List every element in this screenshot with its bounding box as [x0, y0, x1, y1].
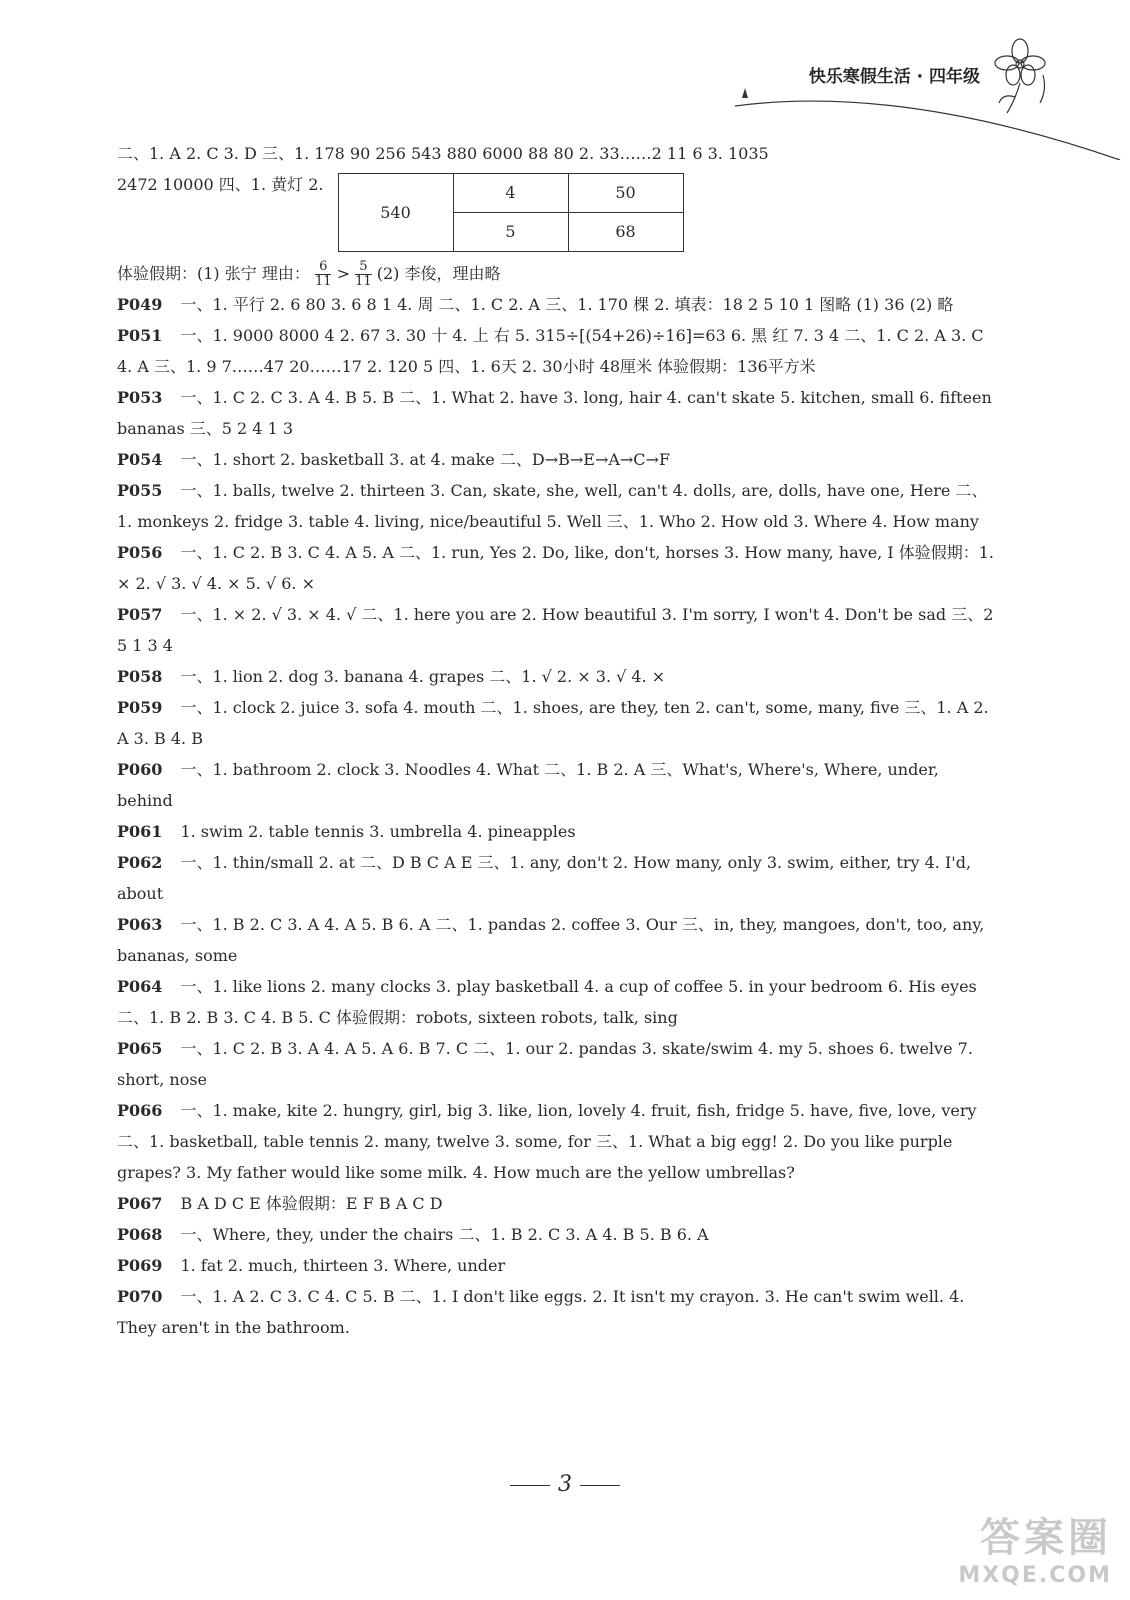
fraction-2-numerator: 5	[355, 260, 372, 275]
answer-entry-p058	[117, 661, 997, 692]
page-label: P060	[117, 760, 163, 779]
answer-text: 一、1. balls, twelve 2. thirteen 3. Can, skate, she, well, can't 4. dolls, are, dolls, have one, Here 二、1. monkeys 2. fridge 3. table 4. living, nice/beautiful 5. Well 三、1. Who 2. How old 3. Where 4. How many	[117, 481, 988, 531]
page-label: P068	[117, 1225, 163, 1244]
answer-entry-p063	[117, 909, 997, 971]
answer-text: 一、1. short 2. basketball 3. at 4. make 二、D→B→E→A→C→F	[180, 450, 671, 469]
answer-entry-p060	[117, 754, 997, 816]
page-label: P063	[117, 915, 163, 934]
table-cell-r1c2: 4	[453, 174, 568, 213]
answer-text: 一、1. 9000 8000 4 2. 67 3. 30 十 4. 上 右 5. 315÷[(54+26)÷16]=63 6. 黑 红 7. 3 4 二、1. C 2. A 3. C 4. A 三、1. 9 7……47 20……17 2. 120 5 四、1. 6天 2. 30小时 48厘米 体验假期：136平方米	[117, 326, 984, 376]
page-label: P064	[117, 977, 163, 996]
answer-entry-p054	[117, 444, 997, 475]
page-label: P055	[117, 481, 163, 500]
answer-text: 一、1. thin/small 2. at 二、D B C A E 三、1. any, don't 2. How many, only 3. swim, either, try 4. I'd, about	[117, 853, 972, 903]
table-cell-r1c3: 50	[568, 174, 683, 213]
page-label: P062	[117, 853, 163, 872]
answer-entry-p053	[117, 382, 997, 444]
table-cell-r2c2: 5	[453, 213, 568, 252]
answer-entry-p067	[117, 1188, 997, 1219]
answer-text: 一、Where, they, under the chairs 二、1. B 2. C 3. A 4. B 5. B 6. A	[180, 1225, 709, 1244]
answer-text: 一、1. 平行 2. 6 80 3. 6 8 1 4. 周 二、1. C 2. A 三、1. 170 棵 2. 填表：18 2 5 10 1 图略 (1) 36 (2) 略	[180, 295, 954, 314]
table-cell-left: 540	[338, 174, 453, 252]
experience-prefix: 体验假期：(1) 张宁 理由：	[117, 264, 310, 283]
answer-text: 一、1. C 2. B 3. C 4. A 5. A 二、1. run, Yes 2. Do, like, don't, horses 3. How many, have, I 体验假期：1. × 2. √ 3. √ 4. × 5. √ 6. ×	[117, 543, 995, 593]
page-label: P053	[117, 388, 163, 407]
answer-text: B A D C E 体验假期：E F B A C D	[180, 1194, 443, 1213]
answer-text: 一、1. make, kite 2. hungry, girl, big 3. like, lion, lovely 4. fruit, fish, fridge 5. have, five, love, very 二、1. basketball, table tennis 2. many, twelve 3. some, for 三、1. What a big egg! 2. Do you like purple grapes? 3. My father would like some milk. 4. How much are the yellow umbrellas?	[117, 1101, 977, 1182]
page-label: P065	[117, 1039, 163, 1058]
watermark	[958, 1506, 1112, 1588]
answer-text: 一、1. like lions 2. many clocks 3. play basketball 4. a cup of coffee 5. in your bedroom 6. His eyes 二、1. B 2. B 3. C 4. B 5. C 体验假期：robots, sixteen robots, talk, sing	[117, 977, 977, 1027]
answer-entry-p049	[117, 289, 997, 320]
fraction-2	[355, 260, 372, 289]
watermark-bottom: MXQE.COM	[958, 1563, 1112, 1588]
page-label: P051	[117, 326, 163, 345]
answer-text: 一、1. clock 2. juice 3. sofa 4. mouth 二、1. shoes, are they, ten 2. can't, some, many, five 三、1. A 2. A 3. B 4. B	[117, 698, 989, 748]
page-number	[0, 1472, 1130, 1497]
answer-entry-p064	[117, 971, 997, 1033]
page-label: P061	[117, 822, 163, 841]
page-number-value: 3	[558, 1472, 572, 1497]
experience-line	[117, 258, 997, 289]
answer-text: 一、1. lion 2. dog 3. banana 4. grapes 二、1. √ 2. × 3. √ 4. ×	[180, 667, 666, 686]
page-label: P057	[117, 605, 163, 624]
page-label: P054	[117, 450, 163, 469]
answer-entry-p068	[117, 1219, 997, 1250]
answer-entry-p062	[117, 847, 997, 909]
watermark-top: 答案圈	[980, 1515, 1112, 1561]
page-label: P049	[117, 295, 163, 314]
table-cell-r2c3: 68	[568, 213, 683, 252]
answer-text: 一、1. B 2. C 3. A 4. A 5. B 6. A 二、1. pandas 2. coffee 3. Our 三、in, they, mangoes, don't, too, any, bananas, some	[117, 915, 985, 965]
answer-entry-p061	[117, 816, 997, 847]
answer-content	[117, 138, 997, 1343]
answer-entry-p059	[117, 692, 997, 754]
answer-entry-p070	[117, 1281, 997, 1343]
page-label: P066	[117, 1101, 163, 1120]
answer-text: 一、1. × 2. √ 3. × 4. √ 二、1. here you are 2. How beautiful 3. I'm sorry, I won't 4. Don't be sad 三、2 5 1 3 4	[117, 605, 994, 655]
answer-text: 一、1. C 2. C 3. A 4. B 5. B 二、1. What 2. have 3. long, hair 4. can't skate 5. kitchen, small 6. fifteen bananas 三、5 2 4 1 3	[117, 388, 992, 438]
answer-entry-p066	[117, 1095, 997, 1188]
answer-text: 1. fat 2. much, thirteen 3. Where, under	[180, 1256, 506, 1275]
book-title: 快乐寒假生活 · 四年级	[808, 67, 980, 87]
answer-entry-p057	[117, 599, 997, 661]
intro-line-2	[117, 169, 997, 252]
intro-line-2-prefix: 2472 10000 四、1. 黄灯 2.	[117, 175, 324, 194]
answer-entry-p051	[117, 320, 997, 382]
page-label: P058	[117, 667, 163, 686]
fraction-1-denominator: 11	[314, 274, 332, 289]
page-label: P067	[117, 1194, 163, 1213]
answer-entry-p055	[117, 475, 997, 537]
answer-text: 一、1. bathroom 2. clock 3. Noodles 4. What 二、1. B 2. A 三、What's, Where's, Where, under, behind	[117, 760, 939, 810]
fraction-1	[315, 260, 332, 289]
experience-suffix: (2) 李俊，理由略	[376, 264, 501, 283]
answer-entry-p069	[117, 1250, 997, 1281]
page-label: P069	[117, 1256, 163, 1275]
answer-table	[338, 173, 684, 252]
answer-entry-p065	[117, 1033, 997, 1095]
fraction-2-denominator: 11	[355, 274, 372, 289]
intro-line-1: 二、1. A 2. C 3. D 三、1. 178 90 256 543 880 6000 88 80 2. 33……2 11 6 3. 1035	[117, 144, 769, 163]
page-number-dash-left	[510, 1485, 550, 1486]
fraction-1-numerator: 6	[315, 260, 332, 275]
page-number-dash-right	[580, 1485, 620, 1486]
answer-entry-p056	[117, 537, 997, 599]
greater-than-sign: >	[336, 264, 350, 283]
answer-text: 1. swim 2. table tennis 3. umbrella 4. pineapples	[180, 822, 576, 841]
answer-text: 一、1. A 2. C 3. C 4. C 5. B 二、1. I don't like eggs. 2. It isn't my crayon. 3. He can't swim well. 4. They aren't in the bathroom.	[117, 1287, 965, 1337]
page-label: P070	[117, 1287, 163, 1306]
flower-icon	[985, 35, 1055, 115]
answer-text: 一、1. C 2. B 3. A 4. A 5. A 6. B 7. C 二、1. our 2. pandas 3. skate/swim 4. my 5. shoes 6. twelve 7. short, nose	[117, 1039, 973, 1089]
page-label: P056	[117, 543, 163, 562]
page-label: P059	[117, 698, 163, 717]
